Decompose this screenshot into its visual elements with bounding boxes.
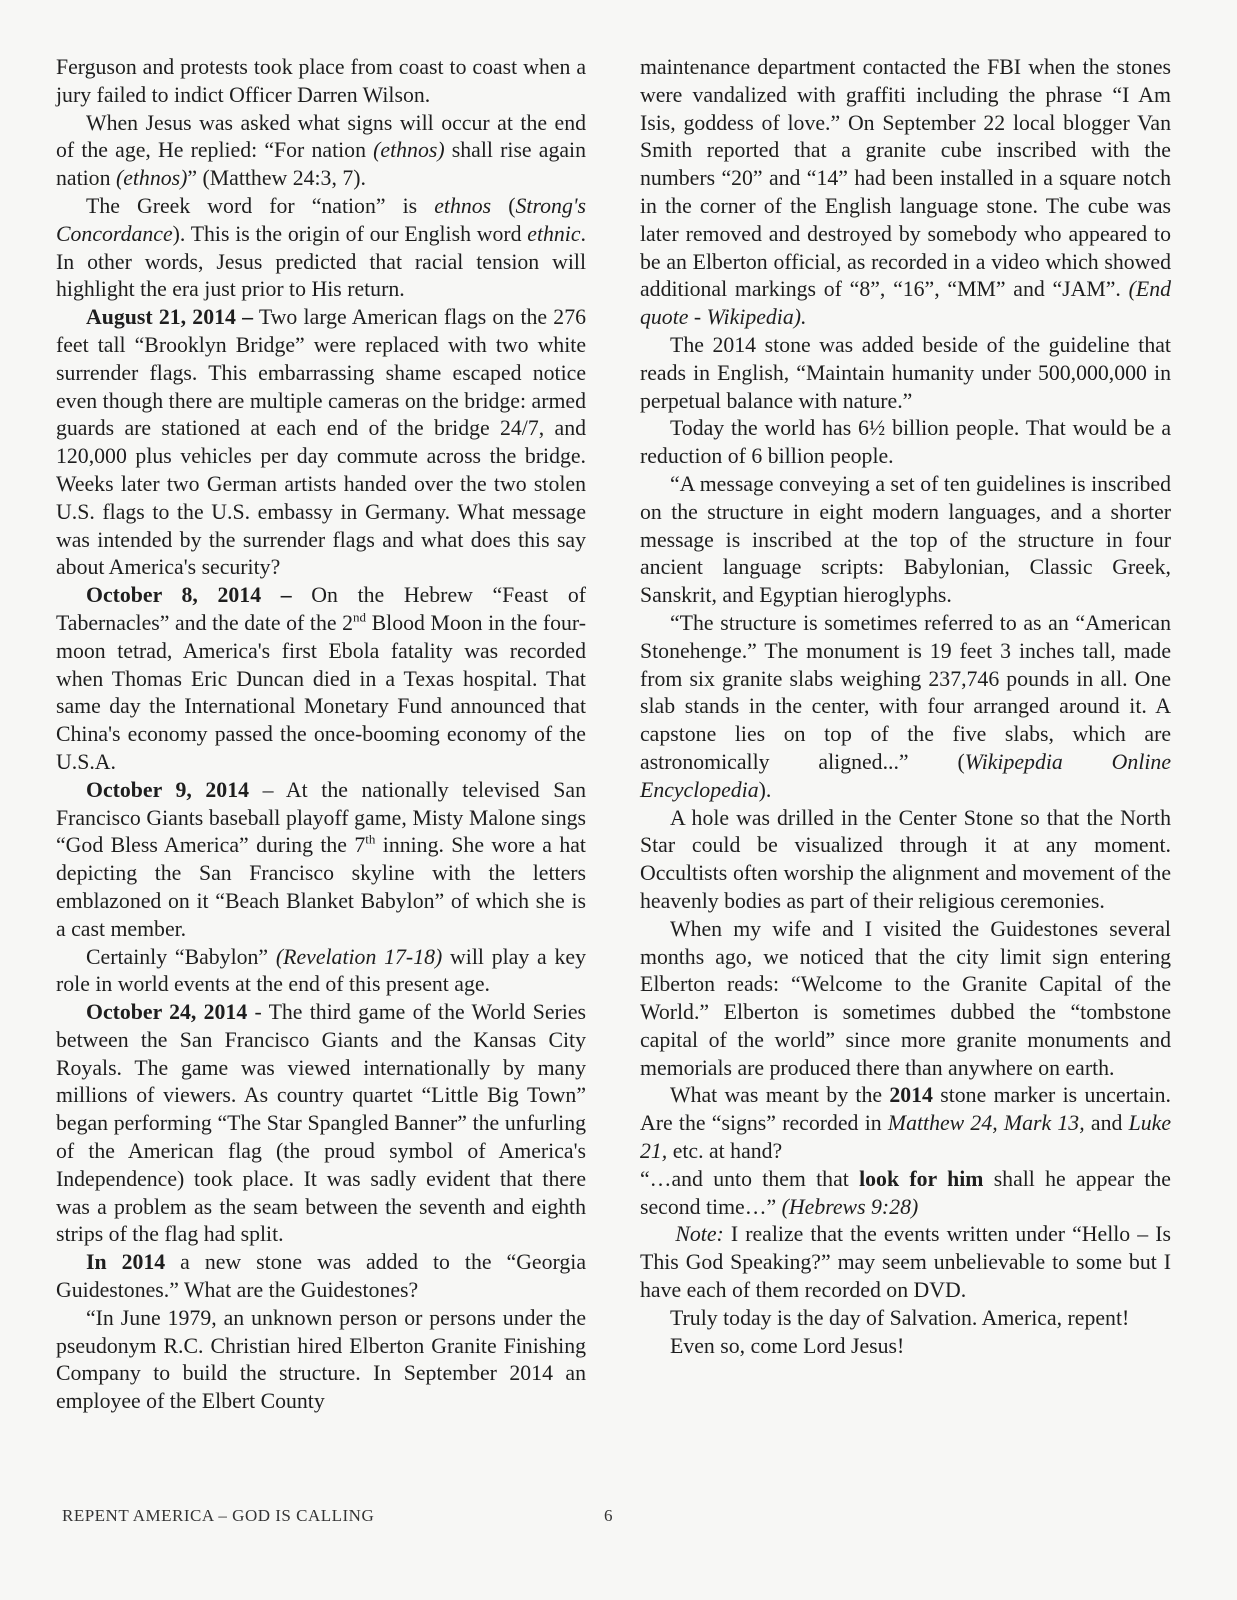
paragraph: Even so, come Lord Jesus!	[670, 1333, 905, 1358]
event-date: October 9, 2014	[86, 777, 249, 802]
paragraph: Ferguson and protests took place from coast to coast when a jury failed to indict Officer Darren Wilson.	[56, 55, 586, 107]
paragraph: Today the world has 6½ billion people. That would be a reduction of 6 billion people.	[640, 416, 1171, 469]
footer-title: REPENT AMERICA – GOD IS CALLING	[62, 1506, 375, 1525]
paragraph: October 24, 2014 - The third game of the World Series between the San Francisco Giants and the Kansas City Royals. The game was viewed internationally by many millions of viewers. As country quartet “Little Big Town” began performing “The Star Spangled Banner” the unfurling of the American flag (the proud symbol of America's Independence) took place. It was sadly evident that there was a problem as the seam between the seventh and eighth strips of the flag had split.	[56, 1000, 586, 1247]
paragraph: October 8, 2014 – On the Hebrew “Feast of Tabernacles” and the date of the 2nd Blood Moon in the four-moon tetrad, America's first Ebola fatality was recorded when Thomas Eric Duncan died in a Texas hospital. That same day the International Monetary Fund announced that China's economy passed the once-booming economy of the U.S.A.	[56, 583, 587, 774]
paragraph: October 9, 2014 – At the nationally televised San Francisco Giants baseball playoff game, Misty Malone sings “God Bless America” during the 7th inning. She wore a hat depicting the San Francisco skyline with the letters emblazoned on it “Beach Blanket Babylon” of which she is a cast member.	[56, 777, 586, 941]
event-date: October 24, 2014	[86, 1000, 248, 1025]
left-column	[56, 54, 586, 1416]
event-date: August 21, 2014 –	[86, 305, 254, 330]
paragraph: “The structure is sometimes referred to as an “American Stonehenge.” The monument is 19 feet 3 inches tall, made from six granite slabs weighing 237,746 pounds in all. One slab stands in the center, with four arranged around it. A capstone lies on top of the five slabs, which are astronomically aligned...” (Wikipepdia Online Encyclopedia).	[640, 610, 1171, 802]
paragraph: Certainly “Babylon” (Revelation 17-18) will play a key role in world events at the end of this present age.	[56, 944, 586, 997]
paragraph: August 21, 2014 – Two large American flags on the 276 feet tall “Brooklyn Bridge” were replaced with two white surrender flags. This embarrassing shame escaped notice even though there are multiple cameras on the bridge: armed guards are stationed at each end of the bridge 24/7, and 120,000 plus vehicles per day commute across the bridge. Weeks later two German artists handed over the two stolen U.S. flags to the U.S. embassy in Germany. What message was intended by the surrender flags and what does this say about America's security?	[56, 305, 586, 580]
paragraph: A hole was drilled in the Center Stone so that the North Star could be visualized through it at any moment. Occultists often worship the alignment and movement of the heavenly bodies as part of their religious ceremonies.	[640, 805, 1171, 913]
paragraph: “A message conveying a set of ten guidelines is inscribed on the structure in eight modern languages, and a shorter message is inscribed at the top of the structure in four ancient language scripts: Babylonian, Classic Greek, Sanskrit, and Egyptian hieroglyphs.	[640, 471, 1171, 608]
paragraph: What was meant by the 2014 stone marker is uncertain. Are the “signs” recorded in Matthew 24, Mark 13, and Luke 21, etc. at hand?	[640, 1083, 1171, 1164]
event-date: In 2014	[86, 1250, 166, 1275]
right-column	[640, 54, 1171, 1360]
paragraph: “In June 1979, an unknown person or persons under the pseudonym R.C. Christian hired Elberton Granite Finishing Company to build the structure. In September 2014 an employee of the Elbert County	[56, 1305, 586, 1414]
note-paragraph: Note: I realize that the events written under “Hello – Is This God Speaking?” may seem unbelievable to some but I have each of them recorded on DVD.	[640, 1222, 1171, 1303]
paragraph: The 2014 stone was added beside of the guideline that reads in English, “Maintain humanity under 500,000,000 in perpetual balance with nature.”	[640, 332, 1171, 413]
paragraph: In 2014 a new stone was added to the “Georgia Guidestones.” What are the Guidestones?	[56, 1250, 586, 1303]
paragraph: The Greek word for “nation” is ethnos (Strong's Concordance). This is the origin of our English word ethnic. In other words, Jesus predicted that racial tension will highlight the era just prior to His return.	[56, 193, 586, 302]
paragraph: Truly today is the day of Salvation. America, repent!	[670, 1305, 1130, 1330]
paragraph: When my wife and I visited the Guidestones several months ago, we noticed that the city limit sign entering Elberton reads: “Welcome to the Granite Capital of the World.” Elberton is sometimes dubbed the “tombstone capital of the world” since more granite monuments and memorials are produced there than anywhere on earth.	[640, 916, 1171, 1080]
paragraph: When Jesus was asked what signs will occur at the end of the age, He replied: “For nation (ethnos) shall rise again nation (ethnos)” (Matthew 24:3, 7).	[56, 110, 586, 191]
paragraph: maintenance department contacted the FBI when the stones were vandalized with graffiti including the phrase “I Am Isis, goddess of love.” On September 22 local blogger Van Smith reported that a granite cube inscribed with the numbers “20” and “14” had been installed in a square notch in the corner of the English language stone. The cube was later removed and destroyed by somebody who appeared to be an Elberton official, as recorded in a video which showed additional markings of “8”, “16”, “MM” and “JAM”. (End quote - Wikipedia).	[640, 55, 1171, 330]
event-date: October 8, 2014 –	[86, 583, 292, 608]
paragraph: “…and unto them that look for him shall he appear the second time…” (Hebrews 9:28)	[640, 1166, 1171, 1219]
page-number: 6	[604, 1506, 613, 1525]
